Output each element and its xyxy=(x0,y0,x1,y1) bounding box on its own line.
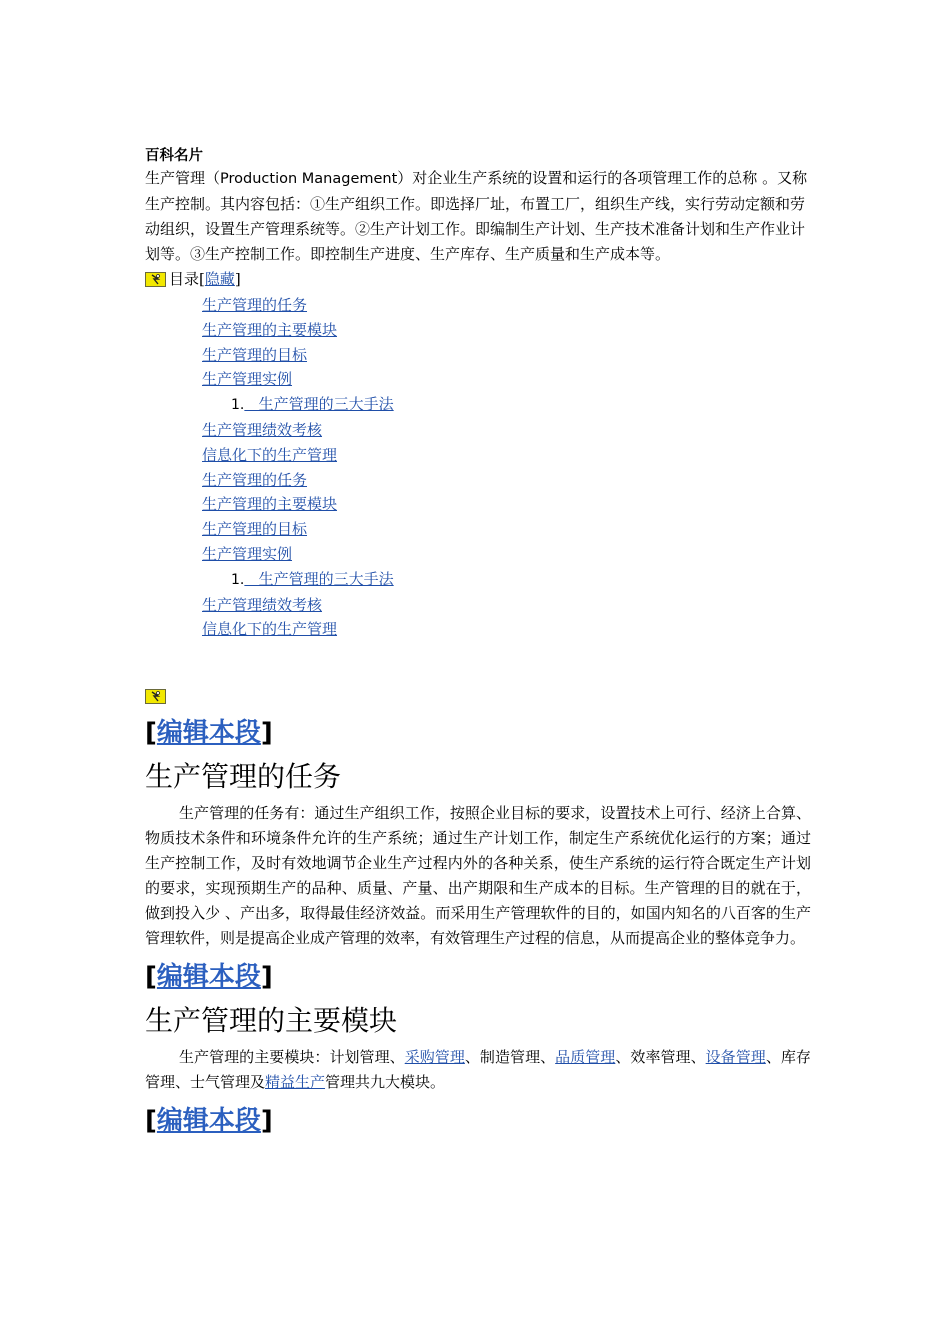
toc-item xyxy=(145,443,820,468)
section-title: 生产管理的任务 xyxy=(145,760,342,794)
section-toggle-icon[interactable] xyxy=(145,689,166,704)
bracket-close: ] xyxy=(260,962,273,993)
toc-toggle-icon[interactable] xyxy=(145,272,166,287)
edit-section-link xyxy=(145,715,820,751)
inline-link[interactable]: 精益生产 xyxy=(265,1073,326,1092)
toc-label: 目录[ xyxy=(169,270,205,288)
intro-paragraph xyxy=(145,166,817,267)
toc-item-link[interactable]: 生产管理的目标 xyxy=(202,520,308,539)
document-page xyxy=(145,140,820,1139)
bracket-close: ] xyxy=(260,1106,273,1137)
toc-item-link[interactable]: 生产管理的主要模块 xyxy=(202,320,338,339)
section-icon-row xyxy=(145,689,820,707)
toc-item-link[interactable]: 信息化下的生产管理 xyxy=(202,620,338,639)
sections-container xyxy=(145,715,820,1139)
toc-item-link[interactable]: 生产管理的三大手法 xyxy=(244,569,394,588)
toc-item xyxy=(145,293,820,318)
toc-item xyxy=(145,542,820,567)
inline-text: 管理共九大模块。 xyxy=(325,1073,446,1092)
edit-section-button[interactable]: 编辑本段 xyxy=(156,1106,261,1137)
toc-hide-link[interactable]: 隐藏 xyxy=(204,270,235,288)
toc-item xyxy=(145,567,820,593)
inline-text: 、制造管理、 xyxy=(464,1048,556,1067)
intro-latin-term: Production Management xyxy=(220,171,398,187)
toc-item-number: 1. xyxy=(231,571,245,588)
toc-item-link[interactable]: 生产管理的任务 xyxy=(202,470,308,489)
bracket-open: [ xyxy=(145,718,157,749)
card-title: 百科名片 xyxy=(145,148,203,164)
inline-link[interactable]: 设备管理 xyxy=(705,1048,766,1067)
toc-item-link[interactable]: 生产管理的目标 xyxy=(202,345,308,364)
intro-prefix: 生产管理（ xyxy=(145,169,221,187)
toc-item-link[interactable]: 生产管理的任务 xyxy=(202,296,308,314)
toc-header xyxy=(145,267,820,291)
toc-item-link[interactable]: 生产管理的三大手法 xyxy=(244,395,394,414)
edit-section-button[interactable]: 编辑本段 xyxy=(156,962,261,993)
toc-item-link[interactable]: 生产管理绩效考核 xyxy=(202,420,323,439)
bracket-open: [ xyxy=(145,1106,157,1137)
bracket-open: [ xyxy=(145,962,157,993)
bracket-close: ] xyxy=(260,718,273,749)
inline-text: 、库存管理、士气管理及 xyxy=(145,1048,811,1092)
intro-suffix: ）对企业生产系统的设置和运行的各项管理工作的总称 。又称生产控制。其内容包括：①生产组织工作。即选择厂址，布置工厂，组织生产线，实行劳动定额和劳动组织，设置生产管理系统等。②生产计划工作。即编制生产计划、生产技术准备计划和生产作业计划等。③生产控制工作。即控制生产进度、生产库存、生产质量和生产成本等。 xyxy=(145,169,808,263)
edit-section-link xyxy=(145,1103,820,1139)
toc-item xyxy=(145,593,820,618)
toc-item xyxy=(145,468,820,493)
toc-item-link[interactable]: 生产管理绩效考核 xyxy=(202,595,323,614)
toc-item xyxy=(145,367,820,392)
toc-item xyxy=(145,343,820,368)
edit-section-link xyxy=(145,959,820,995)
toc-item xyxy=(145,318,820,343)
toc-item xyxy=(145,517,820,542)
toc-item xyxy=(145,418,820,443)
section-title: 生产管理的主要模块 xyxy=(145,1004,398,1038)
toc-list xyxy=(145,293,820,642)
toc-item-link[interactable]: 生产管理实例 xyxy=(202,370,293,389)
inline-link[interactable]: 采购管理 xyxy=(404,1048,465,1067)
section-body xyxy=(145,1045,811,1095)
toc-label-end: ] xyxy=(234,270,241,288)
toc-item-link[interactable]: 生产管理实例 xyxy=(202,544,293,563)
toc-item-link[interactable]: 信息化下的生产管理 xyxy=(202,445,338,464)
inline-text: 、效率管理、 xyxy=(615,1048,706,1067)
toc-item-number: 1. xyxy=(231,397,245,414)
toc-item xyxy=(145,392,820,418)
toc-item xyxy=(145,492,820,517)
inline-text: 生产管理的主要模块：计划管理、 xyxy=(179,1048,405,1067)
section-body: 生产管理的任务有：通过生产组织工作，按照企业目标的要求，设置技术上可行、经济上合算、物质技术条件和环境条件允许的生产系统；通过生产计划工作，制定生产系统优化运行的方案；通过生产控制工作，及时有效地调节企业生产过程内外的各种关系，使生产系统的运行符合既定生产计划的要求，实现预期生产的品种、质量、产量、出产期限和生产成本的目标。生产管理的目的就在于，做到投入少 、产出多，取得最佳经济效益。而采用生产管理软件的目的，如国内知名的八百客的生产管理软件，则是提高企业成产管理的效率，有效管理生产过程的信息，从而提高企业的整体竞争力。 xyxy=(145,804,811,948)
toc-item xyxy=(145,617,820,642)
inline-link[interactable]: 品质管理 xyxy=(555,1048,616,1067)
edit-section-button[interactable]: 编辑本段 xyxy=(156,718,261,749)
toc-item-link[interactable]: 生产管理的主要模块 xyxy=(202,495,338,514)
